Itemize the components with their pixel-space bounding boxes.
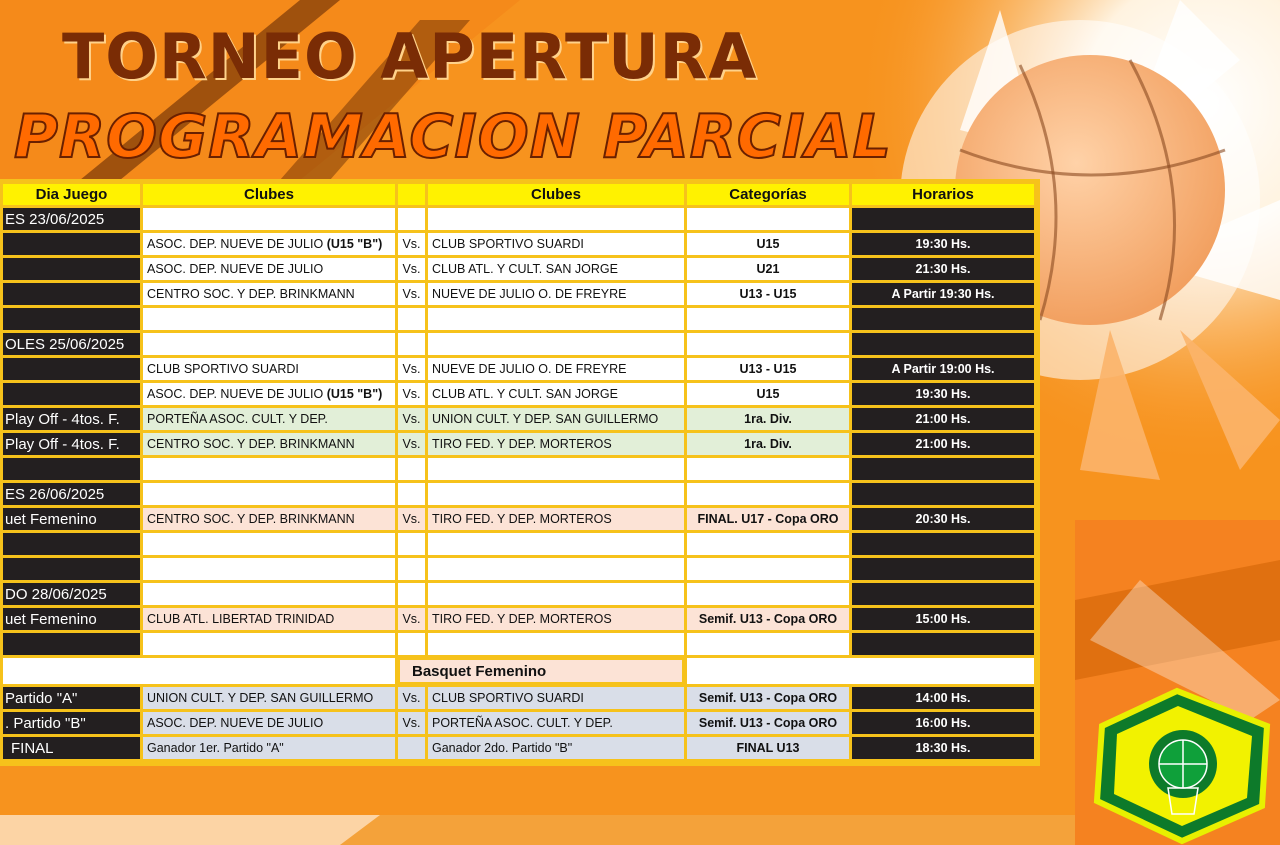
header-day: Dia Juego [3,184,140,205]
empty-cell [687,533,849,555]
club-b: TIRO FED. Y DEP. MORTEROS [428,608,684,630]
match-row [3,508,1034,530]
empty-cell [143,308,395,330]
empty-cell [398,208,425,230]
match-row [3,737,1034,759]
club-b: TIRO FED. Y DEP. MORTEROS [428,433,684,455]
club-a: CENTRO SOC. Y DEP. BRINKMANN [143,508,395,530]
match-row [3,608,1034,630]
empty-cell [428,483,684,505]
vs-label: Vs. [398,712,425,734]
club-b: CLUB SPORTIVO SUARDI [428,687,684,709]
club-a-name: ASOC. DEP. NUEVE DE JULIO [147,237,327,251]
match-time: 20:30 Hs. [852,508,1034,530]
category: 1ra. Div. [687,408,849,430]
empty-cell [398,633,425,655]
club-a: ASOC. DEP. NUEVE DE JULIO [143,712,395,734]
day-label: DO 28/06/2025 [3,583,140,605]
spacer-row [3,308,1034,330]
club-a: CENTRO SOC. Y DEP. BRINKMANN [143,433,395,455]
vs-label: Vs. [398,433,425,455]
empty-time-cell [852,308,1034,330]
match-time: 21:30 Hs. [852,258,1034,280]
empty-time-cell [852,333,1034,355]
empty-cell [398,558,425,580]
header-vs [398,184,425,205]
match-row [3,433,1034,455]
femenino-band-label: Basquet Femenino [398,658,684,684]
empty-cell [428,558,684,580]
vs-label: Vs. [398,608,425,630]
club-a-name: ASOC. DEP. NUEVE DE JULIO [147,387,327,401]
empty-time-cell [852,583,1034,605]
empty-cell [143,533,395,555]
empty-cell [398,483,425,505]
empty-cell [687,483,849,505]
row-label [3,233,140,255]
match-time: 16:00 Hs. [852,712,1034,734]
vs-label: Vs. [398,383,425,405]
club-a [143,233,395,255]
header-club-a: Clubes [143,184,395,205]
empty-cell [687,583,849,605]
header-club-b: Clubes [428,184,684,205]
match-time: 15:00 Hs. [852,608,1034,630]
match-row [3,258,1034,280]
match-row [3,358,1034,380]
day-row [3,333,1034,355]
day-row [3,208,1034,230]
empty-cell [143,208,395,230]
header-category: Categorías [687,184,849,205]
empty-cell [3,558,140,580]
day-row [3,583,1034,605]
row-label: Partido "A" [3,687,140,709]
match-time: 21:00 Hs. [852,433,1034,455]
table-header-row [3,184,1034,205]
category: FINAL U13 [687,737,849,759]
row-label [3,358,140,380]
club-a: CENTRO SOC. Y DEP. BRINKMANN [143,283,395,305]
category: U15 [687,233,849,255]
match-time: 19:30 Hs. [852,233,1034,255]
match-time: 18:30 Hs. [852,737,1034,759]
day-label: ES 23/06/2025 [3,208,140,230]
empty-cell [687,458,849,480]
match-row [3,233,1034,255]
spacer-row [3,633,1034,655]
row-label: FINAL [3,737,140,759]
match-row [3,712,1034,734]
association-logo [1082,686,1280,845]
club-b: CLUB ATL. Y CULT. SAN JORGE [428,383,684,405]
empty-cell [398,308,425,330]
club-a: Ganador 1er. Partido "A" [143,737,395,759]
club-a: UNION CULT. Y DEP. SAN GUILLERMO [143,687,395,709]
category: U21 [687,258,849,280]
category: Semif. U13 - Copa ORO [687,712,849,734]
empty-cell [428,583,684,605]
empty-cell [687,658,1034,684]
category: Semif. U13 - Copa ORO [687,608,849,630]
row-label [3,258,140,280]
empty-cell [428,458,684,480]
club-a: CLUB SPORTIVO SUARDI [143,358,395,380]
club-a: CLUB ATL. LIBERTAD TRINIDAD [143,608,395,630]
empty-cell [3,458,140,480]
empty-cell [687,308,849,330]
empty-cell [143,633,395,655]
category: FINAL. U17 - Copa ORO [687,508,849,530]
row-label: uet Femenino [3,508,140,530]
empty-cell [687,333,849,355]
club-a [143,383,395,405]
vs-label: Vs. [398,233,425,255]
category: 1ra. Div. [687,433,849,455]
empty-cell [398,458,425,480]
empty-time-cell [852,458,1034,480]
empty-cell [3,533,140,555]
empty-cell [398,583,425,605]
header-time: Horarios [852,184,1034,205]
match-time: 21:00 Hs. [852,408,1034,430]
empty-cell [428,633,684,655]
club-a: PORTEÑA ASOC. CULT. Y DEP. [143,408,395,430]
vs-label: Vs. [398,358,425,380]
day-label: OLES 25/06/2025 [3,333,140,355]
empty-cell [398,333,425,355]
empty-time-cell [852,633,1034,655]
match-time: 14:00 Hs. [852,687,1034,709]
vs-label: Vs. [398,283,425,305]
row-label: . Partido "B" [3,712,140,734]
femenino-band-row [3,658,1034,684]
category: U15 [687,383,849,405]
empty-time-cell [852,558,1034,580]
club-a: ASOC. DEP. NUEVE DE JULIO [143,258,395,280]
match-time: A Partir 19:00 Hs. [852,358,1034,380]
club-b: Ganador 2do. Partido "B" [428,737,684,759]
empty-time-cell [852,208,1034,230]
match-row [3,408,1034,430]
row-label: Play Off - 4tos. F. [3,433,140,455]
empty-cell [428,333,684,355]
club-b: UNION CULT. Y DEP. SAN GUILLERMO [428,408,684,430]
empty-cell [428,208,684,230]
club-b: CLUB SPORTIVO SUARDI [428,233,684,255]
club-a-team: (U15 "B") [326,237,383,251]
vs-label: Vs. [398,258,425,280]
category: U13 - U15 [687,358,849,380]
empty-cell [143,483,395,505]
empty-cell [428,308,684,330]
row-label [3,383,140,405]
row-label [3,283,140,305]
page-subtitle: PROGRAMACION PARCIAL [14,102,892,172]
category: U13 - U15 [687,283,849,305]
spacer-row [3,558,1034,580]
empty-cell [143,333,395,355]
vs-label [398,737,425,759]
match-row [3,283,1034,305]
vs-label: Vs. [398,508,425,530]
club-b: NUEVE DE JULIO O. DE FREYRE [428,283,684,305]
page-title: TORNEO APERTURA [62,20,758,93]
club-b: CLUB ATL. Y CULT. SAN JORGE [428,258,684,280]
empty-cell [687,633,849,655]
spacer-row [3,458,1034,480]
category: Semif. U13 - Copa ORO [687,687,849,709]
empty-cell [143,558,395,580]
empty-cell [3,658,395,684]
empty-cell [143,583,395,605]
empty-cell [3,633,140,655]
match-row [3,383,1034,405]
vs-label: Vs. [398,408,425,430]
day-row [3,483,1034,505]
row-label: uet Femenino [3,608,140,630]
club-a-team: (U15 "B") [326,387,383,401]
match-time: A Partir 19:30 Hs. [852,283,1034,305]
empty-time-cell [852,483,1034,505]
club-b: TIRO FED. Y DEP. MORTEROS [428,508,684,530]
club-b: NUEVE DE JULIO O. DE FREYRE [428,358,684,380]
match-time: 19:30 Hs. [852,383,1034,405]
row-label: Play Off - 4tos. F. [3,408,140,430]
match-row [3,687,1034,709]
vs-label: Vs. [398,687,425,709]
empty-cell [143,458,395,480]
spacer-row [3,533,1034,555]
day-label: ES 26/06/2025 [3,483,140,505]
club-b: PORTEÑA ASOC. CULT. Y DEP. [428,712,684,734]
empty-cell [687,558,849,580]
empty-cell [398,533,425,555]
empty-time-cell [852,533,1034,555]
empty-cell [428,533,684,555]
schedule-table [0,179,1040,766]
empty-cell [3,308,140,330]
empty-cell [687,208,849,230]
